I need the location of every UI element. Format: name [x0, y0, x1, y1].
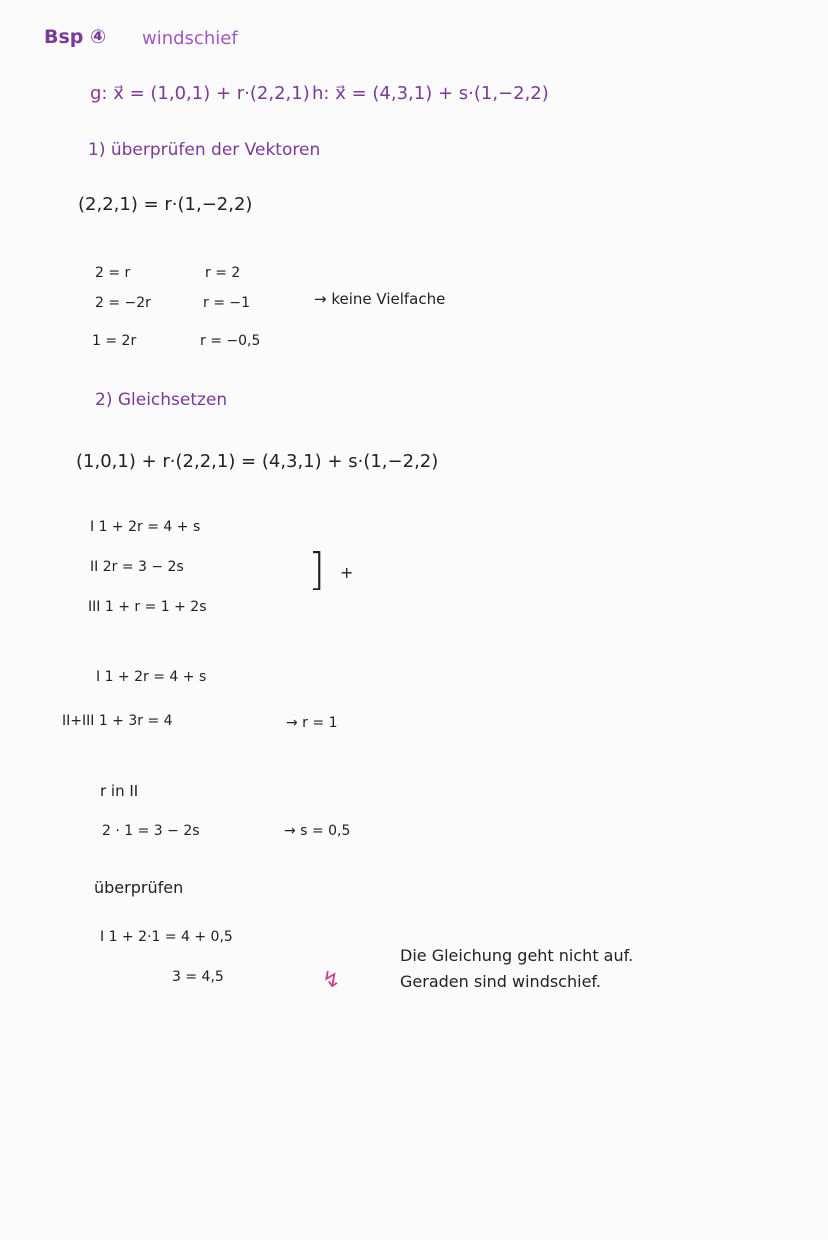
equation-I-repeat: I 1 + 2r = 4 + s — [96, 669, 207, 685]
example-title: windschief — [142, 28, 238, 49]
check-result: 3 = 4,5 — [172, 969, 224, 985]
equation-II-plus-III: II+III 1 + 3r = 4 — [62, 713, 173, 729]
contradiction-bolt-icon: ↯ — [322, 968, 341, 993]
row2-left: 2 = −2r — [95, 295, 151, 311]
step2-heading: 2) Gleichsetzen — [95, 390, 228, 410]
equation-I: I 1 + 2r = 4 + s — [90, 519, 201, 535]
s-result: → s = 0,5 — [284, 823, 351, 839]
conclusion-line-1: Die Gleichung geht nicht auf. — [400, 946, 634, 965]
add-bracket: ] — [308, 544, 326, 595]
line-h-definition: h: x⃗ = (4,3,1) + s·(1,−2,2) — [312, 83, 549, 104]
r-result: → r = 1 — [286, 715, 338, 731]
row2-right: r = −1 — [203, 295, 251, 311]
check-equation-I: I 1 + 2·1 = 4 + 0,5 — [100, 929, 233, 945]
line-g-definition: g: x⃗ = (1,0,1) + r·(2,2,1) — [90, 83, 310, 104]
row3-left: 1 = 2r — [92, 333, 137, 349]
check-heading: überprüfen — [94, 878, 184, 897]
vector-check-equation: (2,2,1) = r·(1,−2,2) — [78, 194, 253, 215]
substitution-equation: 2 · 1 = 3 − 2s — [102, 823, 200, 839]
equate-equation: (1,0,1) + r·(2,2,1) = (4,3,1) + s·(1,−2,2) — [76, 451, 439, 472]
r-in-II-label: r in II — [100, 782, 139, 800]
no-multiples-note: → keine Vielfache — [314, 290, 446, 308]
row1-left: 2 = r — [95, 265, 131, 281]
plus-sign: + — [340, 563, 354, 582]
example-number: Bsp ④ — [44, 26, 107, 48]
equation-III: III 1 + r = 1 + 2s — [88, 599, 207, 615]
step1-heading: 1) überprüfen der Vektoren — [88, 140, 321, 160]
equation-II: II 2r = 3 − 2s — [90, 559, 184, 575]
conclusion-line-2: Geraden sind windschief. — [400, 972, 601, 991]
row3-right: r = −0,5 — [200, 333, 261, 349]
row1-right: r = 2 — [205, 265, 241, 281]
